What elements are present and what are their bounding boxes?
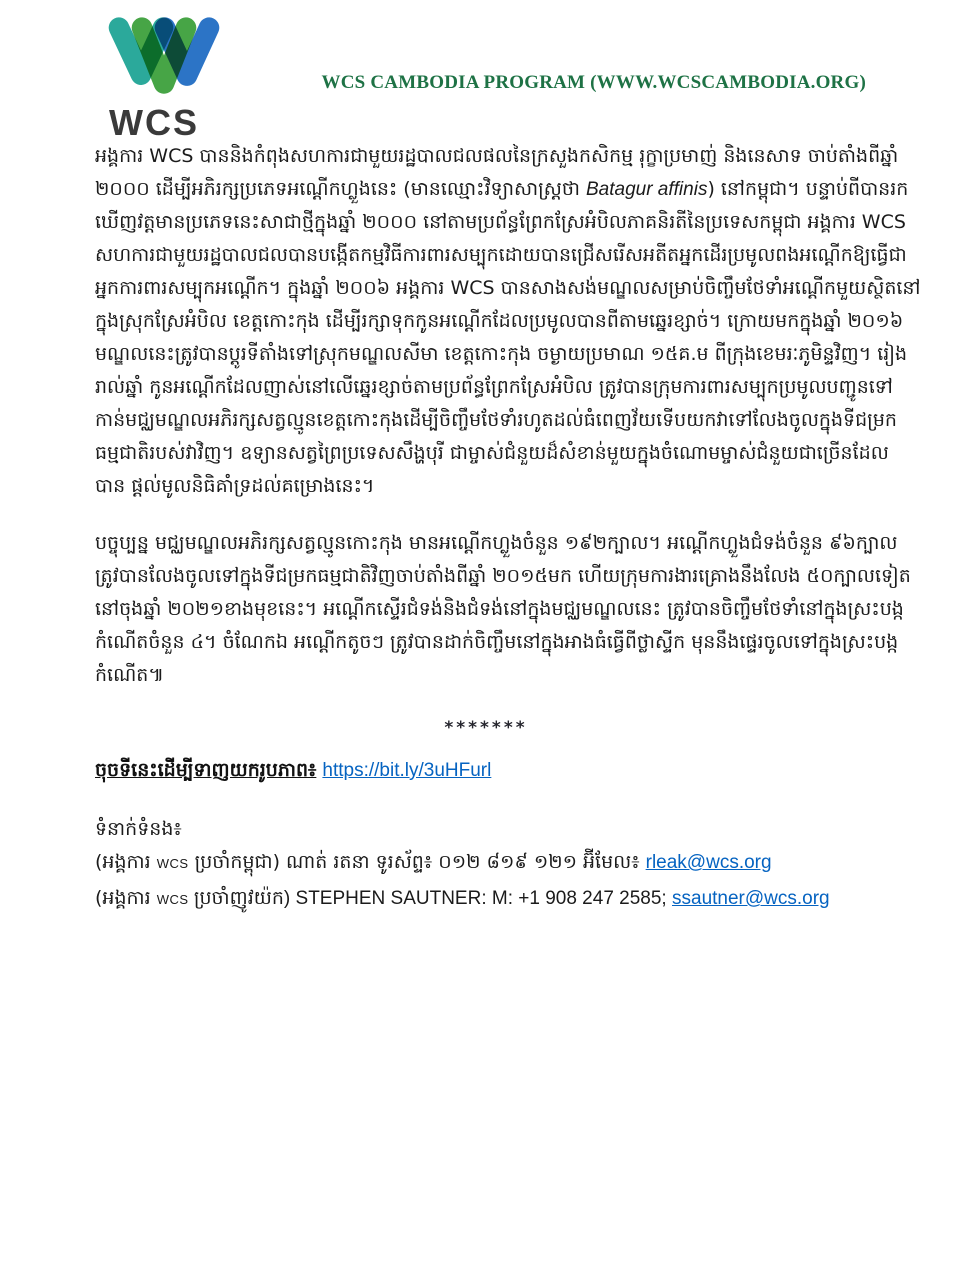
paragraph-line-part: ២០០០ ដើម្បីអភិរក្សប្រភេទអណ្ដើកហ្លួងនេះ (មានឈ្មោះវិទ្យាសាស្ត្រថា [95,178,586,200]
org-abbrev: WCS [156,892,189,907]
contact-line-part: (អង្គការ [95,851,157,873]
document-body [95,140,921,917]
download-row [95,754,877,787]
paragraph-line: កំណើតចំនួន ៤។ ចំណែកឯ អណ្ដើកតូចៗ ត្រូវបានដាក់ចិញ្ចឹមនៅក្នុងអាងធំធ្វើពីថ្លាស្ទីក មុននឹងផ្ទេរចូលទៅក្នុងស្រះបង្ក [95,631,899,653]
download-label: ចុចទីនេះដើម្បីទាញយករូបភាព៖ [95,759,317,781]
wcs-logo [103,14,253,144]
paragraph-line: អង្គការ WCS បាននិងកំពុងសហការជាមួយរដ្ឋបាលជលផលនៃក្រសួងកសិកម្ម រុក្ខាប្រមាញ់ និងនេសាទ ចាប់តាំងពីឆ្នាំ [95,145,899,167]
email-link-rleak[interactable]: rleak@wcs.org [645,852,772,873]
paragraph-line: ឃើញវត្តមានប្រភេទនេះសាជាថ្មីក្នុងឆ្នាំ ២០០០ នៅតាមប្រព័ន្ធព្រែកស្រែអំបិលភាគនិរតីនៃប្រទេសកម្ពុជា អង្គការ WCS [95,211,906,233]
contact-line-part: ប្រចាំញូវយ៉ក) STEPHEN SAUTNER: M: +1 908 247 2585; [188,888,672,909]
paragraph-line: កំណើត៕ [95,664,165,686]
paragraph-1 [95,140,921,503]
paragraph-line: ក្នុងស្រុកស្រែអំបិល ខេត្តកោះកុង ដើម្បីរក្សាទុកកូនអណ្ដើកដែលប្រមូលបានពីតាមឆ្នេរខ្សាច់។ ក្រោយមកក្នុងឆ្នាំ ២០១៦ [95,310,904,332]
paragraph-line: រាល់ឆ្នាំ កូនអណ្ដើកដែលញាស់នៅលើឆ្នេរខ្សាច់តាមប្រព័ន្ធព្រែកស្រែអំបិល ត្រូវបានក្រុមការពារសម្បុកប្រមូលបញ្ជូនទៅ [95,376,893,398]
species-name: Batagur affinis [585,179,708,200]
org-abbrev: WCS [156,856,189,871]
email-link-ssautner[interactable]: ssautner@wcs.org [672,888,830,909]
download-link[interactable]: https://bit.ly/3uHFurl [322,760,492,781]
paragraph-line: សហការជាមួយរដ្ឋបាលជលបានបង្កើតកម្មវិធីការពារសម្បុកដោយបានជ្រើសរើសអតីតអ្នកដើរប្រមូលពងអណ្ដើកឱ្យធ្វើជា [95,244,907,266]
contact-line-part: (អង្គការ [95,887,157,909]
contact-line-newyork [95,881,877,917]
paragraph-line: ធម្មជាតិរបស់វាវិញ។ ឧទ្យានសត្វព្រៃប្រទេសសឹង្ហបុរី ជាម្ចាស់ជំនួយដ៏សំខាន់មួយក្នុងចំណោមម្ចាស់ជំនួយជាច្រើនដែល [95,442,889,464]
contact-line-cambodia [95,845,877,881]
paragraph-line: អ្នកការពារសម្បុកអណ្ដើក។ ក្នុងឆ្នាំ ២០០៦ អង្គការ WCS បានសាងសង់មណ្ឌលសម្រាប់ចិញ្ចឹមថែទាំអណ្ដើកមួយស្ថិតនៅ [95,277,921,299]
paragraph-line: នៅចុងឆ្នាំ ២០២១ខាងមុខនេះ។ អណ្ដើកស្ទើរជំទង់និងជំទង់នៅក្នុងមជ្ឈមណ្ឌលនេះ ត្រូវបានចិញ្ចឹមថែទាំនៅក្នុងស្រះបង្ក [95,598,904,620]
paragraph-line: មណ្ឌលនេះត្រូវបានប្ដូរទីតាំងទៅស្រុកមណ្ឌលសីមា ខេត្តកោះកុង ចម្ងាយប្រមាណ ១៥គ.ម ពីក្រុងខេមរៈភូមិន្ទវិញ។ រៀង [95,343,908,365]
contact-heading: ទំនាក់ទំនង៖ [95,818,182,840]
paragraph-line: កាន់មជ្ឈមណ្ឌលអភិរក្សសត្វល្មូនខេត្តកោះកុងដើម្បីចិញ្ចឹមថែទាំរហូតដល់ធំពេញវ័យទើបយកវាទៅលែងចូលក្នុងទីជម្រក [95,409,897,431]
paragraph-line-part: ) នៅកម្ពុជា។ បន្ទាប់ពីបានរក [707,178,909,200]
paragraph-line [95,173,909,206]
paragraph-line: បាន ផ្ដល់មូលនិធិគាំទ្រដល់គម្រោងនេះ។ [95,475,375,497]
program-title: WCS CAMBODIA PROGRAM (WWW.WCSCAMBODIA.ORG) [321,72,866,93]
paragraph-line: ត្រូវបានលែងចូលទៅក្នុងទីជម្រកធម្មជាតិវិញចាប់តាំងពីឆ្នាំ ២០១៥មក ហើយក្រុមការងារគ្រោងនឹងលែង ៥០ក្បាលទៀត [95,565,911,587]
paragraph-line: បច្ចុប្បន្ន មជ្ឈមណ្ឌលអភិរក្សសត្វល្មូនកោះកុង មានអណ្ដើកហ្លួងចំនួន ១៩២ក្បាល។ អណ្ដើកហ្លួងជំទង់ចំនួន ៩៦ក្បាល [95,532,898,554]
contact-line-part: ប្រចាំកម្ពុជា) ណាត់ រតនា ទូរស័ព្ទ៖ ០១២ ៨១៩ ១២១ អ៊ីមែល៖ [188,851,646,873]
paragraph-2 [95,527,911,692]
asterisk-separator: ******* [444,718,528,738]
wcs-logo-icon [103,14,225,106]
wcs-logo-text: WCS [109,102,199,143]
